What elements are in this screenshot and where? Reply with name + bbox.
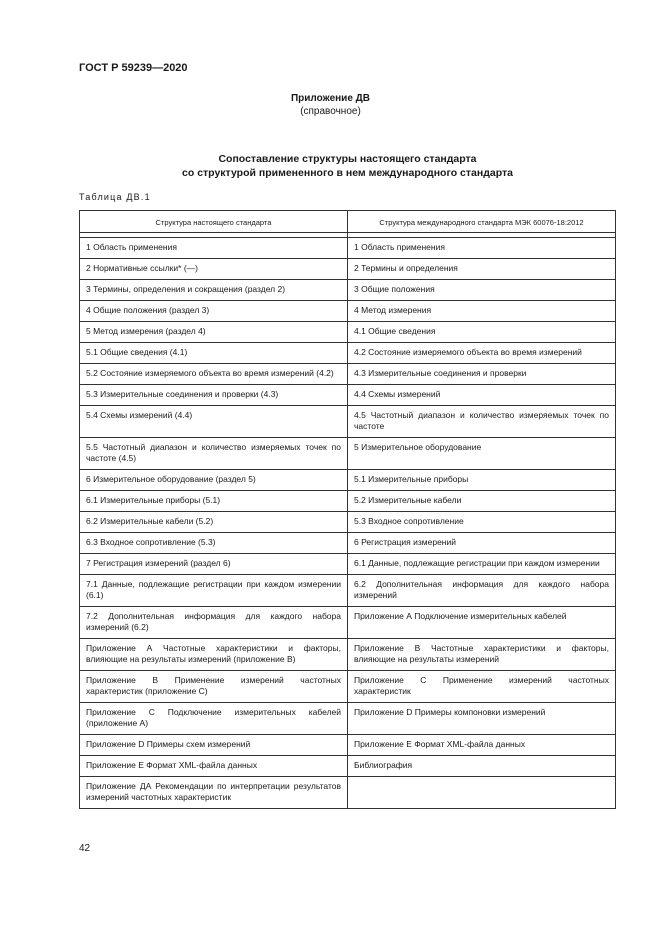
table-row xyxy=(80,671,616,703)
table-row xyxy=(80,280,616,301)
appendix-designation xyxy=(0,92,661,118)
international-standard-cell: Приложение С Применение измерений частотных характеристик xyxy=(348,671,616,703)
international-standard-cell: 4.1 Общие сведения xyxy=(348,322,616,343)
heading-line-2: со структурой примененного в нем международного стандарта xyxy=(182,167,513,179)
national-standard-cell: 3 Термины, определения и сокращения (раздел 2) xyxy=(80,280,348,301)
national-standard-cell: 7.1 Данные, подлежащие регистрации при каждом измерении (6.1) xyxy=(80,575,348,607)
national-standard-cell: Приложение А Частотные характеристики и факторы, влияющие на результаты измерений (приложение В) xyxy=(80,639,348,671)
table-row xyxy=(80,512,616,533)
international-standard-cell: 4.5 Частотный диапазон и количество измеряемых точек по частоте xyxy=(348,406,616,438)
international-standard-cell: Приложение Е Формат XML-файла данных xyxy=(348,735,616,756)
international-standard-cell: 4.3 Измерительные соединения и проверки xyxy=(348,364,616,385)
table-row xyxy=(80,554,616,575)
table-row xyxy=(80,756,616,777)
table-row xyxy=(80,385,616,406)
national-standard-cell: 6.3 Входное сопротивление (5.3) xyxy=(80,533,348,554)
heading-line-1: Сопоставление структуры настоящего стандарта xyxy=(218,153,477,165)
table-header-row xyxy=(80,211,616,233)
national-standard-cell: 7.2 Дополнительная информация для каждого набора измерений (6.2) xyxy=(80,607,348,639)
national-standard-cell: 2 Нормативные ссылки* (—) xyxy=(80,259,348,280)
national-standard-cell: Приложение ДА Рекомендации по интерпретации результатов измерений частотных характеристик xyxy=(80,777,348,809)
national-standard-cell: 5.4 Схемы измерений (4.4) xyxy=(80,406,348,438)
international-standard-cell: Приложение В Частотные характеристики и факторы, влияющие на результаты измерений xyxy=(348,639,616,671)
table-row xyxy=(80,406,616,438)
table-row xyxy=(80,735,616,756)
table-row xyxy=(80,438,616,470)
table-row xyxy=(80,238,616,259)
table-row xyxy=(80,703,616,735)
table-row xyxy=(80,470,616,491)
table-row xyxy=(80,343,616,364)
table-row xyxy=(80,322,616,343)
national-standard-cell: 7 Регистрация измерений (раздел 6) xyxy=(80,554,348,575)
international-standard-cell: 4 Метод измерения xyxy=(348,301,616,322)
table-row xyxy=(80,777,616,809)
national-standard-cell: 4 Общие положения (раздел 3) xyxy=(80,301,348,322)
table-row xyxy=(80,533,616,554)
international-standard-cell: Приложение D Примеры компоновки измерений xyxy=(348,703,616,735)
table-row xyxy=(80,364,616,385)
national-standard-cell: 5.1 Общие сведения (4.1) xyxy=(80,343,348,364)
table-label: Таблица ДВ.1 xyxy=(79,192,151,202)
national-standard-cell: 1 Область применения xyxy=(80,238,348,259)
international-standard-cell: 6.2 Дополнительная информация для каждого набора измерений xyxy=(348,575,616,607)
table-row xyxy=(80,491,616,512)
table-row xyxy=(80,575,616,607)
page-number: 42 xyxy=(79,843,91,854)
international-standard-cell: 3 Общие положения xyxy=(348,280,616,301)
section-heading xyxy=(0,152,661,180)
international-standard-cell: 6 Регистрация измерений xyxy=(348,533,616,554)
international-standard-cell: Библиография xyxy=(348,756,616,777)
national-standard-cell: 6.1 Измерительные приборы (5.1) xyxy=(80,491,348,512)
table-body xyxy=(80,233,616,809)
table-row xyxy=(80,639,616,671)
column-header: Структура настоящего стандарта xyxy=(80,211,348,233)
international-standard-cell xyxy=(348,777,616,809)
appendix-title: Приложение ДВ xyxy=(290,93,371,104)
national-standard-cell: 5.5 Частотный диапазон и количество измеряемых точек по частоте (4.5) xyxy=(80,438,348,470)
national-standard-cell: 5.3 Измерительные соединения и проверки (4.3) xyxy=(80,385,348,406)
national-standard-cell: 6.2 Измерительные кабели (5.2) xyxy=(80,512,348,533)
international-standard-cell: 2 Термины и определения xyxy=(348,259,616,280)
international-standard-cell: Приложение А Подключение измерительных кабелей xyxy=(348,607,616,639)
national-standard-cell: 5.2 Состояние измеряемого объекта во время измерений (4.2) xyxy=(80,364,348,385)
document-code: ГОСТ Р 59239—2020 xyxy=(79,62,188,74)
international-standard-cell: 4.4 Схемы измерений xyxy=(348,385,616,406)
national-standard-cell: Приложение D Примеры схем измерений xyxy=(80,735,348,756)
table-row xyxy=(80,607,616,639)
national-standard-cell: 5 Метод измерения (раздел 4) xyxy=(80,322,348,343)
international-standard-cell: 5.2 Измерительные кабели xyxy=(348,491,616,512)
national-standard-cell: 6 Измерительное оборудование (раздел 5) xyxy=(80,470,348,491)
table-row xyxy=(80,301,616,322)
national-standard-cell: Приложение Е Формат XML-файла данных xyxy=(80,756,348,777)
table-row xyxy=(80,259,616,280)
appendix-subtitle: (справочное) xyxy=(300,106,361,117)
structure-comparison-table xyxy=(79,210,616,809)
international-standard-cell: 5 Измерительное оборудование xyxy=(348,438,616,470)
international-standard-cell: 1 Область применения xyxy=(348,238,616,259)
international-standard-cell: 6.1 Данные, подлежащие регистрации при каждом измерении xyxy=(348,554,616,575)
international-standard-cell: 4.2 Состояние измеряемого объекта во время измерений xyxy=(348,343,616,364)
international-standard-cell: 5.1 Измерительные приборы xyxy=(348,470,616,491)
international-standard-cell: 5.3 Входное сопротивление xyxy=(348,512,616,533)
column-header: Структура международного стандарта МЭК 60076-18:2012 xyxy=(348,211,616,233)
national-standard-cell: Приложение В Применение измерений частотных характеристик (приложение С) xyxy=(80,671,348,703)
national-standard-cell: Приложение С Подключение измерительных кабелей (приложение А) xyxy=(80,703,348,735)
